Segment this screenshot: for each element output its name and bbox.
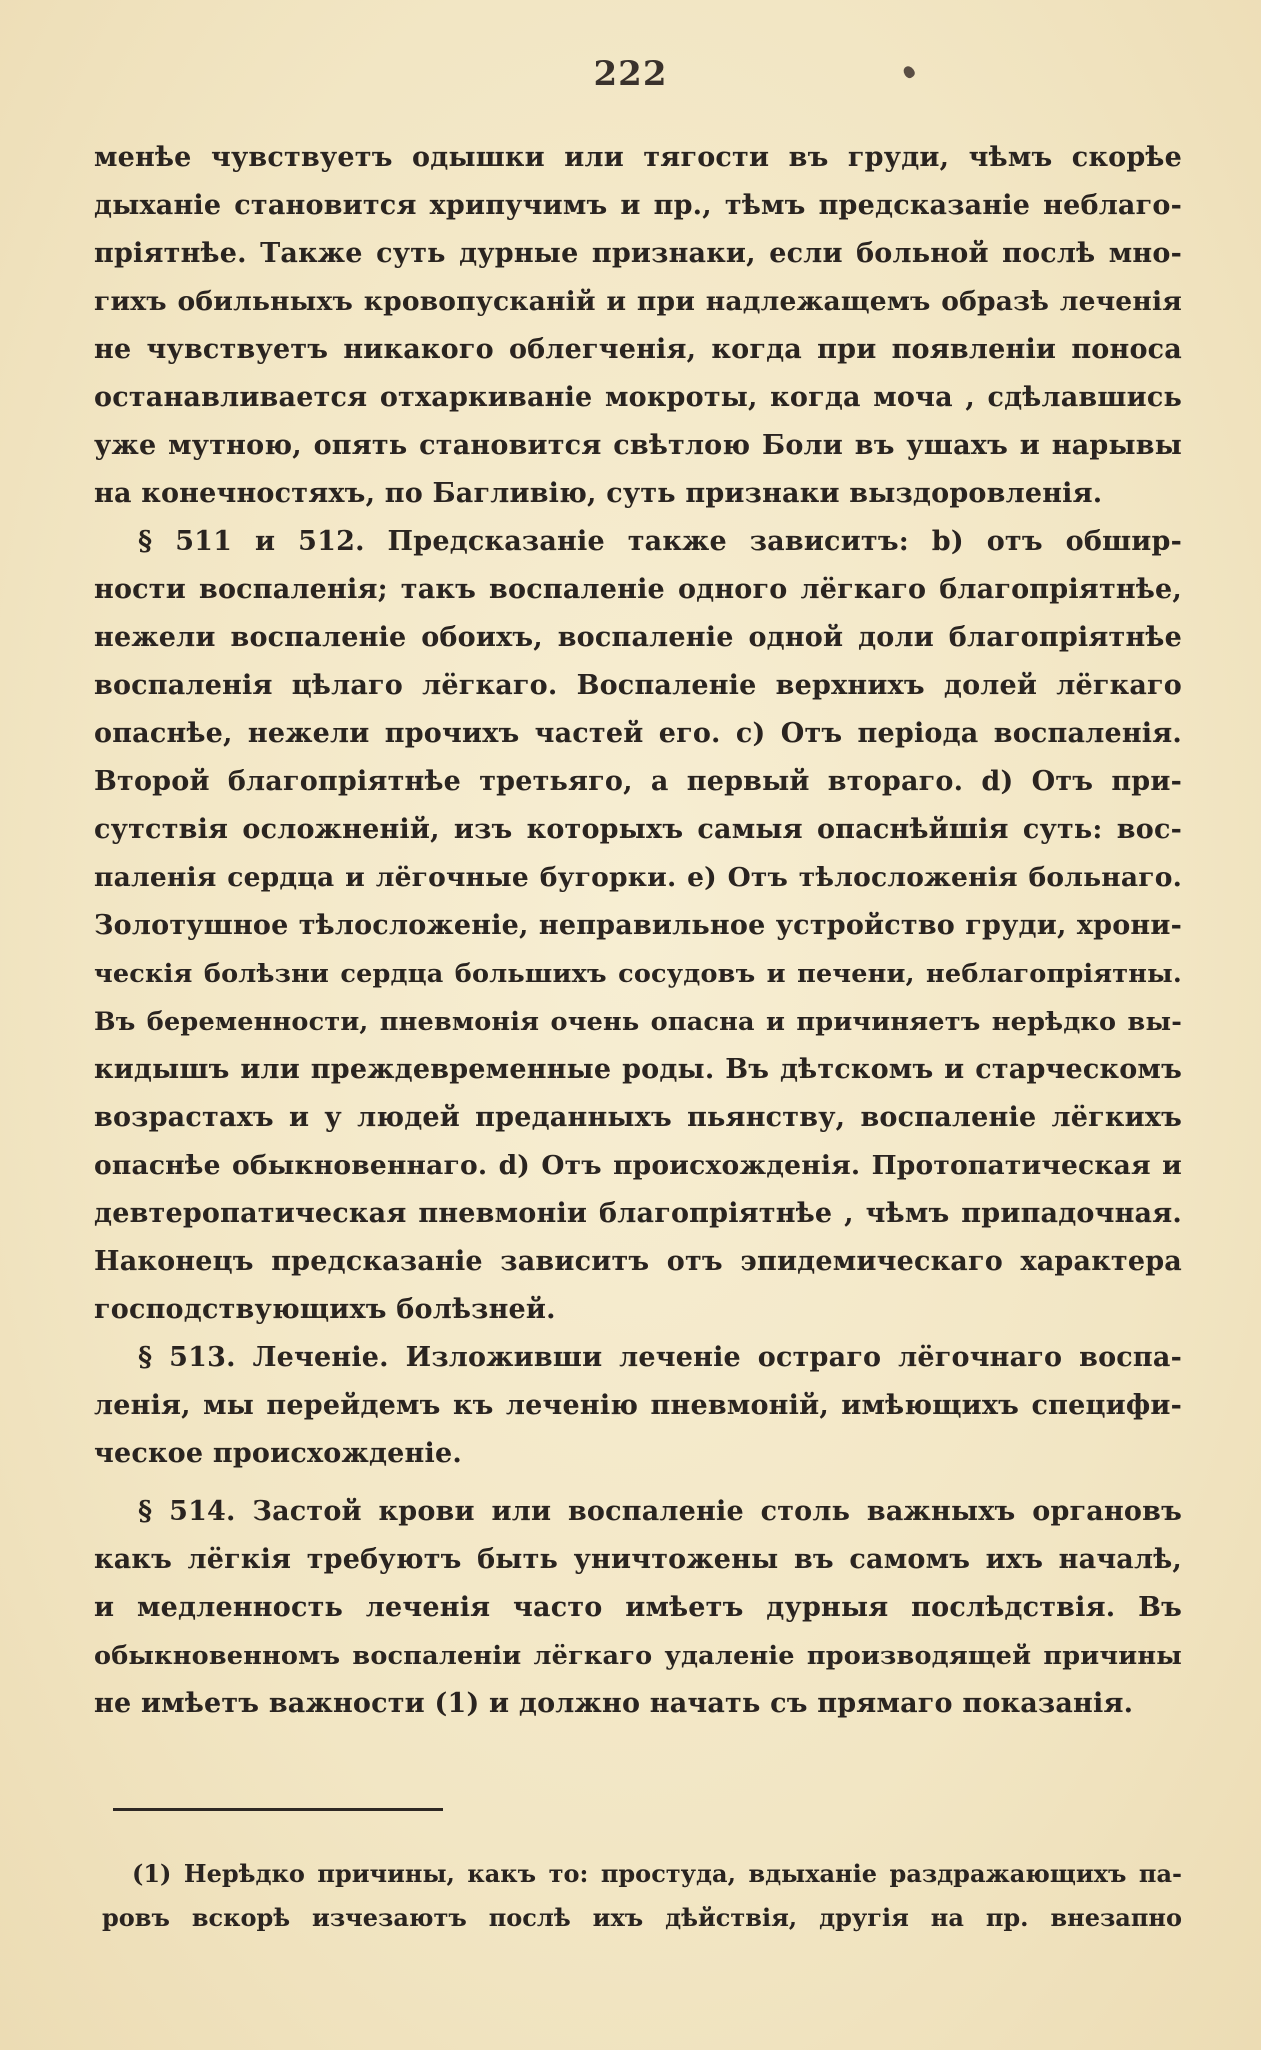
text-line: не чувствуетъ никакого облегченія, когда при появленіи поноса	[94, 334, 1182, 365]
text-line: Золотушное тѣлосложеніе, неправильное устройство груди, хрони-	[94, 910, 1182, 941]
text-line: какъ лёгкія требуютъ быть уничтожены въ самомъ ихъ началѣ,	[94, 1544, 1182, 1575]
text-line: ческое происхожденіе.	[94, 1438, 462, 1469]
text-line: Въ беременности, пневмонія очень опасна и причиняетъ нерѣдко вы-	[94, 1007, 1182, 1037]
page-number: 222	[593, 54, 668, 94]
text-line: господствующихъ болѣзней.	[94, 1294, 556, 1325]
text-line: нежели воспаленіе обоихъ, воспаленіе одной доли благопріятнѣе	[94, 622, 1182, 653]
text-line: Наконецъ предсказаніе зависитъ отъ эпидемическаго характера	[94, 1246, 1182, 1277]
section-514-start: § 514. Застой крови или воспаленіе столь важныхъ органовъ	[138, 1496, 1182, 1527]
footnote-divider	[113, 1808, 443, 1811]
text-line: Второй благопріятнѣе третьяго, а первый втораго. d) Отъ при-	[94, 766, 1182, 797]
text-line: пріятнѣе. Также суть дурные признаки, если больной послѣ мно-	[94, 238, 1182, 269]
section-511-start: § 511 и 512. Предсказаніе также зависитъ: b) отъ обшир-	[138, 526, 1182, 557]
text-line: сутствія осложненій, изъ которыхъ самыя опаснѣйшія суть: вос-	[94, 814, 1182, 845]
text-line: паленія сердца и лёгочные бугорки. e) Отъ тѣлосложенія больнаго.	[94, 862, 1182, 893]
text-line: останавливается отхаркиваніе мокроты, когда моча , сдѣлавшись	[94, 382, 1182, 413]
text-line: и медленность леченія часто имѣетъ дурныя послѣдствія. Въ	[94, 1592, 1182, 1623]
text-line: уже мутною, опять становится свѣтлою Боли въ ушахъ и нарывы	[94, 430, 1182, 461]
text-line: кидышъ или преждевременные роды. Въ дѣтскомъ и старческомъ	[94, 1054, 1182, 1085]
text-line: возрастахъ и у людей преданныхъ пьянству, воспаленіе лёгкихъ	[94, 1102, 1182, 1133]
text-line: опаснѣе, нежели прочихъ частей его. c) Отъ періода воспаленія.	[94, 718, 1182, 749]
text-line: ческія болѣзни сердца большихъ сосудовъ и печени, неблагопріятны.	[94, 959, 1182, 989]
text-line: обыкновенномъ воспаленіи лёгкаго удаленіе производящей причины	[94, 1641, 1182, 1671]
text-line: ленія, мы перейдемъ къ леченію пневмоній, имѣющихъ специфи-	[94, 1390, 1182, 1421]
text-line: девтеропатическая пневмоніи благопріятнѣе , чѣмъ припадочная.	[94, 1198, 1182, 1229]
text-line: гихъ обильныхъ кровопусканій и при надлежащемъ образѣ леченія	[94, 286, 1182, 317]
text-line: воспаленія цѣлаго лёгкаго. Воспаленіе верхнихъ долей лёгкаго	[94, 670, 1182, 701]
text-line: дыханіе становится хрипучимъ и пр., тѣмъ предсказаніе неблаго-	[94, 190, 1182, 221]
footnote-line: ровъ вскорѣ изчезаютъ послѣ ихъ дѣйствія, другія на пр. внезапно	[102, 1903, 1182, 1932]
footnote-line: (1) Нерѣдко причины, какъ то: простуда, вдыханіе раздражающихъ па-	[132, 1859, 1182, 1888]
text-line: ности воспаленія; такъ воспаленіе одного лёгкаго благопріятнѣе,	[94, 574, 1182, 605]
section-513-start: § 513. Леченіе. Изложивши леченіе остраго лёгочнаго воспа-	[138, 1342, 1182, 1373]
text-line: не имѣетъ важности (1) и должно начать съ прямаго показанія.	[94, 1688, 1134, 1719]
main-text	[94, 134, 1182, 1728]
text-line: на конечностяхъ, по Багливію, суть признаки выздоровленія.	[94, 478, 1103, 509]
footnote	[102, 1852, 1182, 1940]
text-line: опаснѣе обыкновеннаго. d) Отъ происхожденія. Протопатическая и	[94, 1150, 1182, 1181]
text-line: менѣе чувствуетъ одышки или тягости въ груди, чѣмъ скорѣе	[94, 142, 1182, 173]
